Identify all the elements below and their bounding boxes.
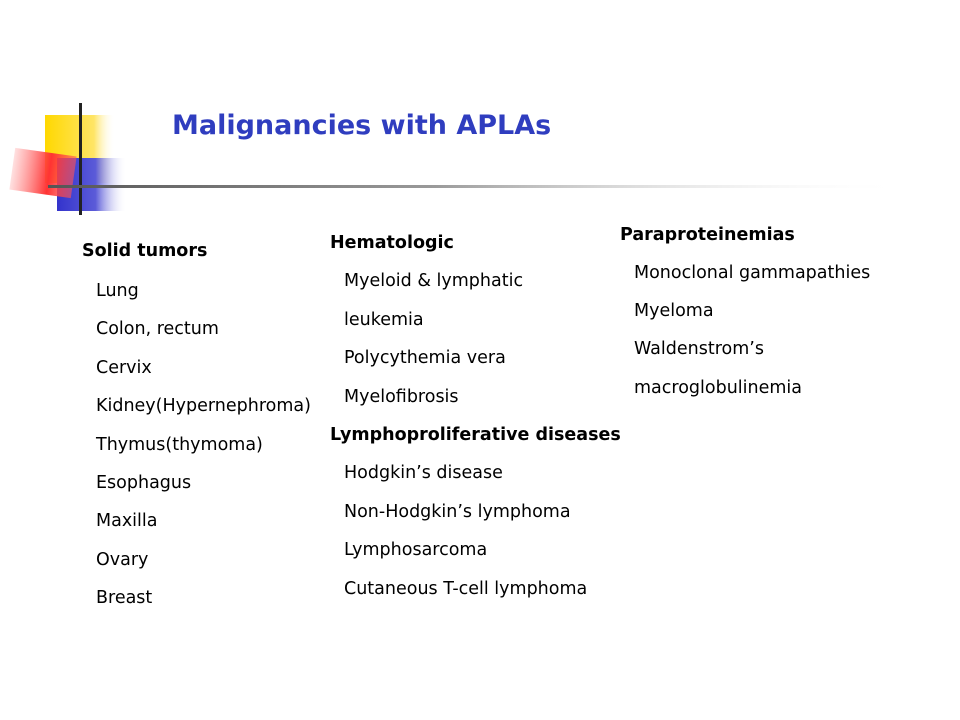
- list-item: Monoclonal gammapathies: [634, 263, 871, 283]
- solid-tumors-heading: Solid tumors: [82, 241, 208, 261]
- list-item: Lymphosarcoma: [344, 540, 488, 561]
- list-item: Waldenstrom’s: [634, 339, 764, 360]
- list-item: macroglobulinemia: [634, 377, 803, 398]
- hematologic-list: [330, 232, 621, 616]
- solid-tumors-list: [82, 240, 311, 626]
- list-item: Thymus(thymoma): [96, 434, 263, 455]
- list-item: Cutaneous T-cell lymphoma: [344, 578, 588, 599]
- paraproteinemias-list: [620, 224, 870, 415]
- red-square: [9, 148, 76, 198]
- lymphoproliferative-heading: Lymphoproliferative diseases: [330, 424, 621, 445]
- list-item: Cervix: [96, 357, 152, 378]
- list-item: Polycythemia vera: [344, 348, 506, 369]
- paraproteinemias-heading: Paraproteinemias: [620, 225, 795, 245]
- list-item: Kidney(Hypernephroma): [96, 396, 311, 417]
- title-rule: [48, 185, 908, 188]
- vertical-rule: [79, 103, 82, 215]
- slide-title: Malignancies with APLAs: [172, 110, 552, 141]
- list-item: Esophagus: [96, 472, 192, 493]
- list-item: Maxilla: [96, 511, 158, 532]
- list-item: leukemia: [344, 309, 424, 330]
- list-item: Lung: [96, 281, 139, 301]
- list-item: Breast: [96, 588, 153, 609]
- list-item: Myeloma: [634, 301, 714, 322]
- hematologic-heading: Hematologic: [330, 233, 454, 253]
- list-item: Non-Hodgkin’s lymphoma: [344, 501, 571, 522]
- list-item: Myelofibrosis: [344, 386, 459, 407]
- list-item: Myeloid & lymphatic: [344, 271, 524, 292]
- list-item: Colon, rectum: [96, 319, 219, 340]
- list-item: Hodgkin’s disease: [344, 463, 503, 484]
- list-item: Ovary: [96, 549, 149, 570]
